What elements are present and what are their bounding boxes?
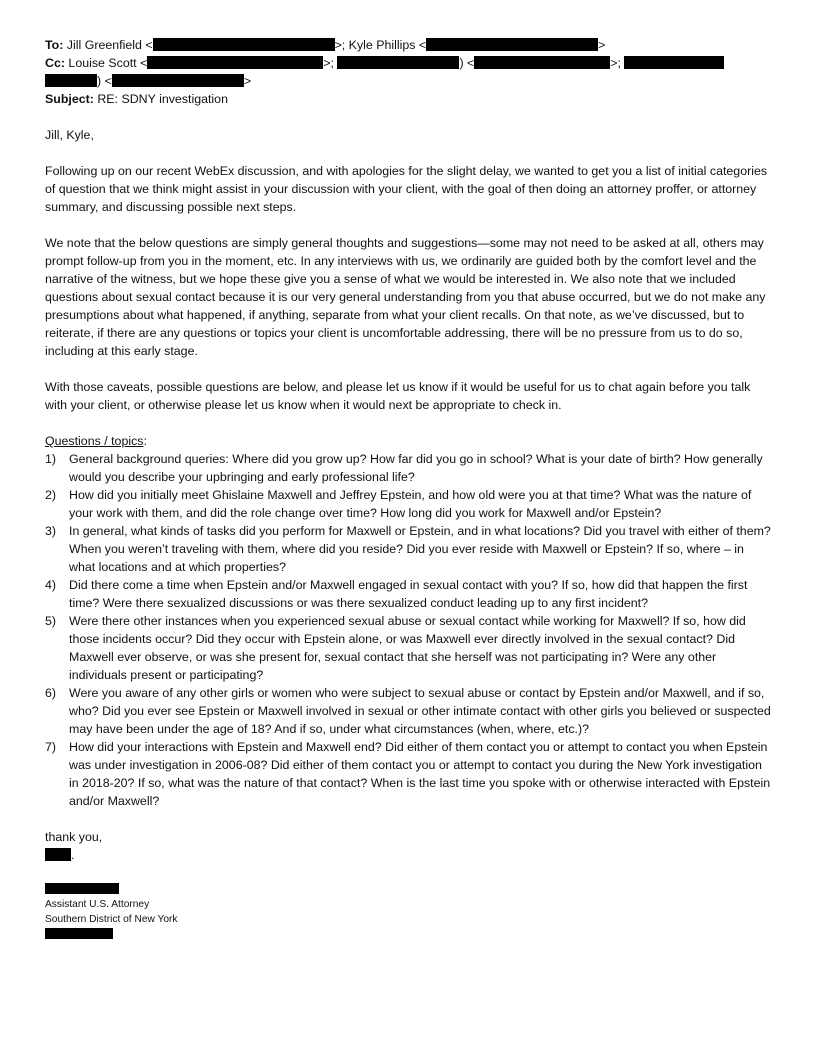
redaction-box (153, 38, 335, 51)
to-label: To: (45, 38, 64, 52)
signature-office: Southern District of New York (45, 914, 178, 925)
redaction-box (45, 74, 97, 87)
questions-heading-line: Questions / topics: (45, 434, 147, 448)
question-item: 3) In general, what kinds of tasks did you perform for Maxwell or Epstein, and in what locations? Did you travel with either of them? When you weren’t traveling with them, where did you reside? Did you ever reside with Maxwell or Epstein? If so, where – in what locations and at which properties? (45, 524, 771, 574)
redaction-box (624, 56, 724, 69)
question-item: 1) General background queries: Where did you grow up? How far did you go in school? What is your date of birth? How generally would you describe your upbringing and early professional life? (45, 452, 763, 484)
redaction-box (45, 848, 71, 861)
question-item: 6) Were you aware of any other girls or women who were subject to sexual abuse or contact by Epstein and/or Maxwell, and if so, who? Did you ever see Epstein or Maxwell involved in sexual or other intimate contact with other girls you believed or suspected may have been under the age of 18? And if so, under what circumstances (when, where, etc.)? (45, 686, 771, 736)
body-paragraph: Following up on our recent WebEx discussion, and with apologies for the slight delay, we wanted to get you a list of initial categories of question that we think might assist in your discussion with your client, with the goal of then doing an attorney proffer, or attorney summary, and discussing possible next steps. (45, 164, 768, 214)
closing: thank you, (45, 830, 103, 844)
to-end: > (598, 38, 606, 52)
redaction-box (426, 38, 598, 51)
question-item: 4) Did there come a time when Epstein and/or Maxwell engaged in sexual contact with you? If so, how did that happen the first time? Were there sexualized discussions or was there sexualized conduct leading up to any first incident? (45, 578, 748, 610)
subject-label: Subject: (45, 92, 94, 106)
cc-line: Cc: Louise Scott < >; ) < >; (45, 54, 773, 72)
to-separator: >; Kyle Phillips < (334, 38, 427, 52)
questions-heading: Questions / topics (45, 434, 144, 448)
subject-line (45, 90, 773, 108)
redaction-box (474, 56, 610, 69)
greeting: Jill, Kyle, (45, 128, 94, 142)
redaction-box (45, 928, 113, 939)
to-recipient-name: Jill Greenfield (66, 38, 142, 52)
redaction-box (147, 56, 323, 69)
cc-line-continued: ) < > (45, 72, 773, 90)
signature-title: Assistant U.S. Attorney (45, 899, 150, 910)
cc-recipient-name: Louise Scott (68, 56, 137, 70)
body-paragraph: We note that the below questions are simply general thoughts and suggestions—some may not need to be asked at all, others may prompt follow-up from you in the moment, etc. In any interviews with us, we ordinarily are guided both by the comfort level and the narrative of the witness, but we hope these give you a sense of what we would be interested in. We also note that we included questions about sexual contact because it is our very general understanding from you that abuse occurred, but we do not make any presumptions about what happened, if anything, separate from what your client recalls. On that note, as we’ve discussed, but to reiterate, if there are any questions or topics your client is uncomfortable addressing, there will be no pressure from us to do so, including at this early stage. (45, 236, 766, 358)
sender-initials-line: . (45, 846, 773, 864)
redaction-box (337, 56, 459, 69)
email-document (45, 36, 773, 942)
signature-block (45, 882, 773, 942)
to-line: To: Jill Greenfield < >; Kyle Phillips < > (45, 38, 606, 52)
question-item: 7) How did your interactions with Epstein and Maxwell end? Did either of them contact you or attempt to contact you when Epstein was under investigation in 2006-08? Did either of them contact you or attempt to contact you during the New York investigation in 2018-20? If so, what was the nature of that contact? When is the last time you spoke with or otherwise interacted with Epstein and/or Maxwell? (45, 740, 771, 808)
questions-list (45, 450, 773, 810)
redaction-box (112, 74, 244, 87)
cc-label: Cc: (45, 56, 65, 70)
question-item: 2) How did you initially meet Ghislaine Maxwell and Jeffrey Epstein, and how old were you at that time? What was the nature of your work with them, and did the role change over time? How long did you work for Maxwell and/or Epstein? (45, 488, 752, 520)
redaction-box (45, 883, 119, 894)
question-item: 5) Were there other instances when you experienced sexual abuse or sexual contact while working for Maxwell? If so, how did those incidents occur? Did they occur with Epstein alone, or was Maxwell ever directly involved in the sexual contact? Did Maxwell ever observe, or was she present for, sexual contact that she herself was not participating in? Were any other individuals present or participating? (45, 614, 746, 682)
subject-text: RE: SDNY investigation (97, 92, 228, 106)
body-paragraph: With those caveats, possible questions are below, and please let us know if it would be useful for us to chat again before you talk with your client, or otherwise please let us know when it would next be appropriate to check in. (45, 380, 751, 412)
